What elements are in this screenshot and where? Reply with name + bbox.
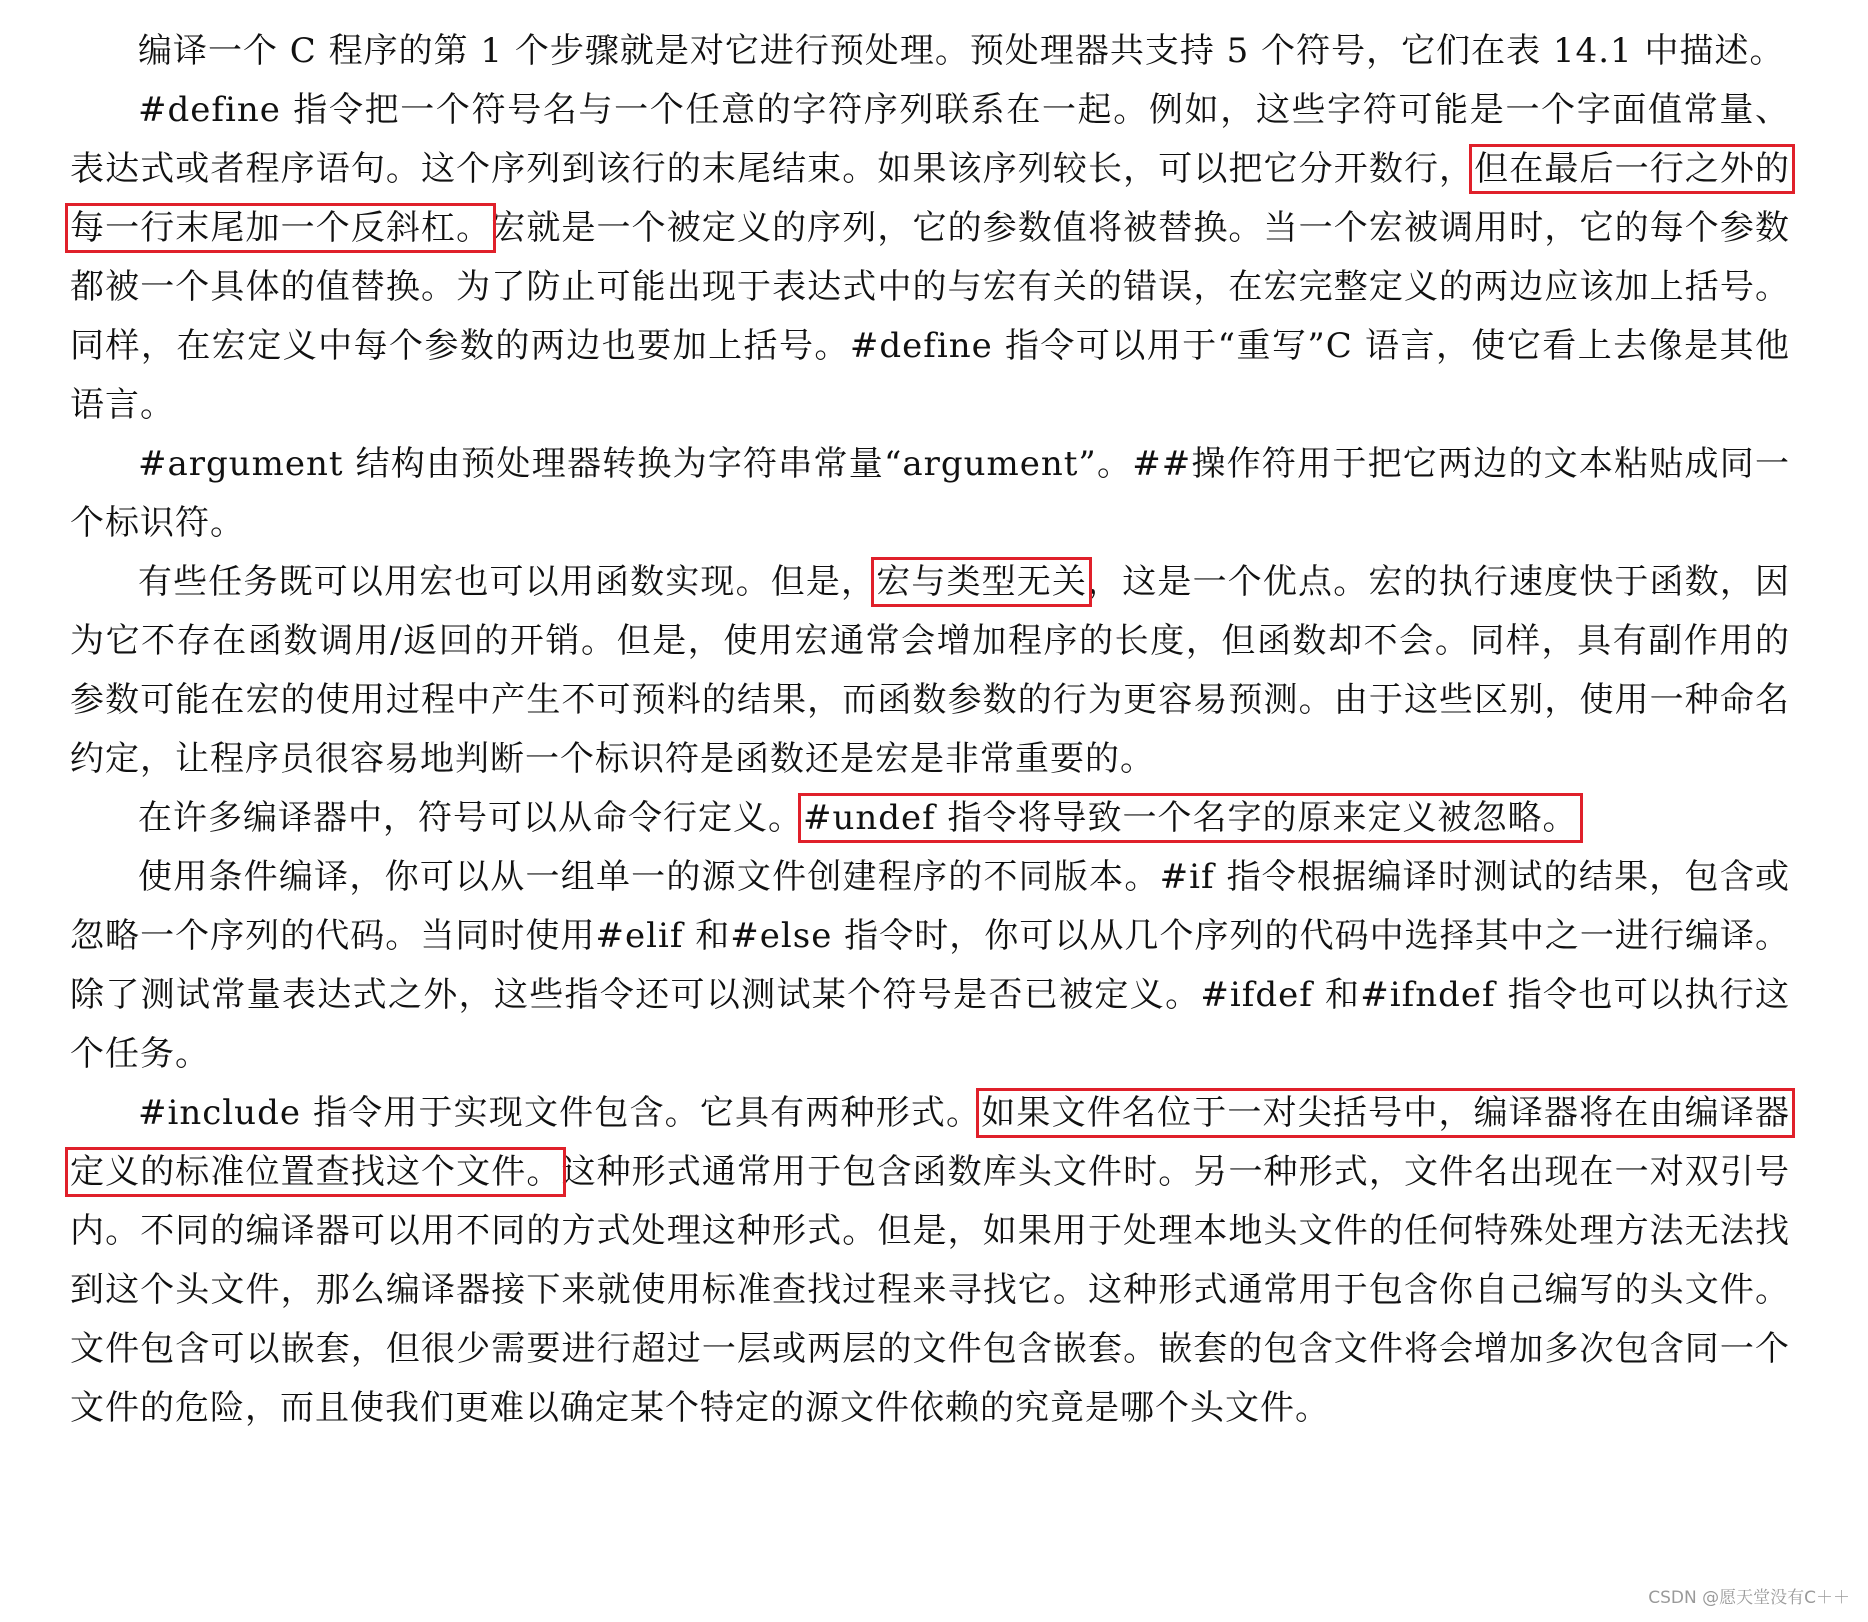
paragraph-argument [70, 435, 1790, 553]
paragraph-text: #argument 结构由预处理器转换为字符串常量“argument”。##操作符用于把它两边的文本粘贴成同一个标识符。 [70, 444, 1790, 543]
paragraph-conditional-compilation [70, 848, 1790, 1084]
paragraph-text: ，这是一个优点。宏的执行速度快于函数，因为它不存在函数调用/返回的开销。但是，使用宏通常会增加程序的长度，但函数却不会。同样，具有副作用的参数可能在宏的使用过程中产生不可预料的结果，而函数参数的行为更容易预测。由于这些区别，使用一种命名约定，让程序员很容易地判断一个标识符是函数还是宏是非常重要的。 [70, 562, 1791, 779]
paragraph-preprocessing-intro [70, 22, 1790, 81]
highlighted-phrase-angle-brackets: 如果文件名位于一对尖括号中，编译器将在由编译器定义的标准位置查找这个文件。 [70, 1093, 1791, 1192]
paragraph-text: 在许多编译器中，符号可以从命令行定义。 [138, 798, 803, 838]
csdn-watermark: CSDN @愿天堂没有C＋＋ [1648, 1588, 1850, 1608]
paragraph-text: 编译一个 C 程序的第 1 个步骤就是对它进行预处理。预处理器共支持 5 个符号，它们在表 14.1 中描述。 [138, 31, 1785, 71]
paragraph-text: 宏就是一个被定义的序列，它的参数值将被替换。当一个宏被调用时，它的每个参数都被一个具体的值替换。为了防止可能出现于表达式中的与宏有关的错误，在宏完整定义的两边应该加上括号。同样，在宏定义中每个参数的两边也要加上括号。#define 指令可以用于“重写”C 语言，使它看上去像是其他语言。 [70, 208, 1790, 425]
highlighted-phrase-backslash: 但在最后一行之外的每一行末尾加一个反斜杠。 [70, 149, 1791, 248]
highlighted-phrase-undef: #undef 指令将导致一个名字的原来定义被忽略。 [803, 798, 1578, 838]
paragraph-text: 使用条件编译，你可以从一组单一的源文件创建程序的不同版本。#if 指令根据编译时测试的结果，包含或忽略一个序列的代码。当同时使用#elif 和#else 指令时，你可以从几个序列的代码中选择其中之一进行编译。除了测试常量表达式之外，这些指令还可以测试某个符号是否已被定义。#ifdef 和#ifndef 指令也可以执行这个任务。 [70, 857, 1790, 1074]
highlighted-phrase-type-independent: 宏与类型无关 [876, 562, 1088, 602]
paragraph-text: #define 指令把一个符号名与一个任意的字符序列联系在一起。例如，这些字符可能是一个字面值常量、表达式或者程序语句。这个序列到该行的末尾结束。如果该序列较长，可以把它分开数行， [70, 90, 1790, 189]
document-page [70, 22, 1790, 1438]
paragraph-define [70, 81, 1790, 435]
paragraph-text: 这种形式通常用于包含函数库头文件时。另一种形式，文件名出现在一对双引号内。不同的编译器可以用不同的方式处理这种形式。但是，如果用于处理本地头文件的任何特殊处理方法无法找到这个头文件，那么编译器接下来就使用标准查找过程来寻找它。这种形式通常用于包含你自己编写的头文件。文件包含可以嵌套，但很少需要进行超过一层或两层的文件包含嵌套。嵌套的包含文件将会增加多次包含同一个文件的危险，而且使我们更难以确定某个特定的源文件依赖的究竟是哪个头文件。 [70, 1152, 1791, 1428]
paragraph-undef [70, 789, 1790, 848]
paragraph-macro-vs-function [70, 553, 1790, 789]
paragraph-text: 有些任务既可以用宏也可以用函数实现。但是， [138, 562, 877, 602]
paragraph-include [70, 1084, 1790, 1438]
paragraph-text: #include 指令用于实现文件包含。它具有两种形式。 [138, 1093, 982, 1133]
